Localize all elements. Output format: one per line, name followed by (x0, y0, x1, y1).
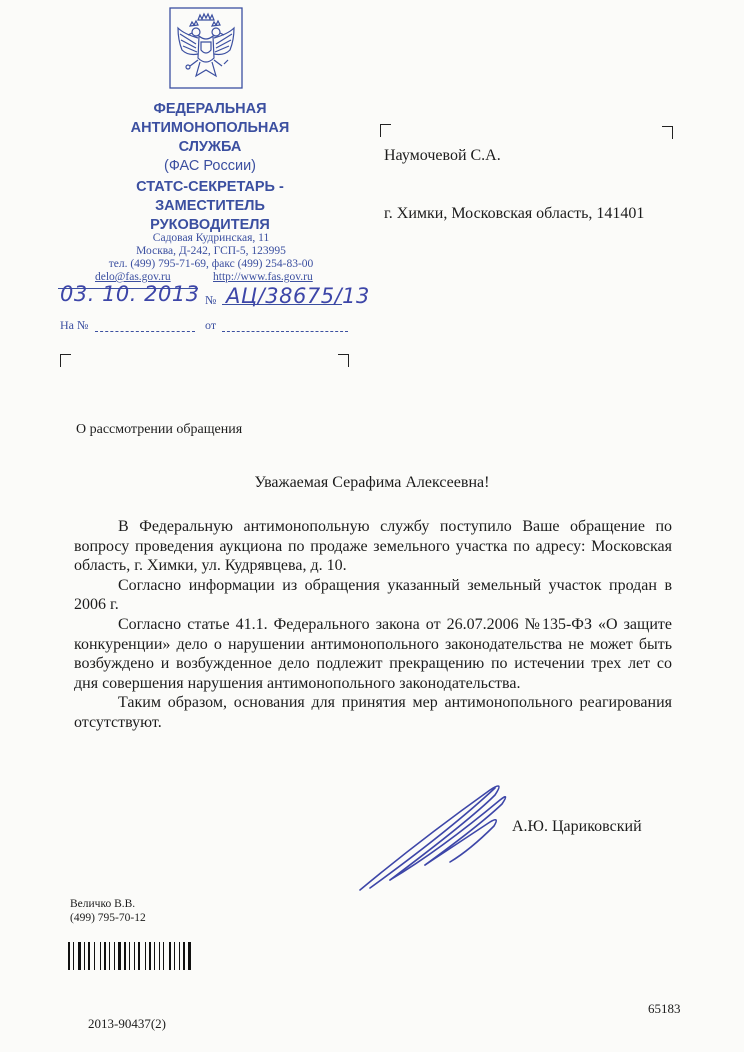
ref-date-field (222, 331, 348, 332)
barcode-bar (88, 942, 90, 970)
corner-mark (338, 354, 349, 367)
number-sign: № (205, 293, 217, 307)
letter-body (74, 517, 672, 733)
barcode-bar (183, 942, 185, 970)
address-line: Садовая Кудринская, 11 (152, 232, 270, 244)
handwritten-number: АЦ/38675/13 (226, 284, 370, 308)
barcode-bar (169, 942, 171, 970)
barcode-bar (109, 942, 110, 970)
agency-line: АНТИМОНОПОЛЬНАЯ (130, 120, 290, 136)
agency-line: СЛУЖБА (178, 139, 242, 155)
paragraph: Таким образом, основания для принятия мер антимонопольного реагирования отсутствуют. (74, 694, 672, 731)
address-line: Москва, Д-242, ГСП-5, 123995 (136, 245, 286, 257)
barcode-bar (154, 942, 155, 970)
ref-number-field (95, 331, 195, 332)
paragraph: В Федеральную антимонопольную службу поступило Ваше обращение по вопросу проведения аукциона по продаже земельного участка по адресу: Московская область, г. Химки, ул. Кудрявцева, д. 10. (74, 518, 672, 575)
letter-subject: О рассмотрении обращения (76, 422, 243, 437)
barcode-bar (118, 942, 121, 970)
barcode-bar (163, 942, 164, 970)
signatory-name: А.Ю. Цариковский (512, 818, 642, 835)
barcode-bar (188, 942, 191, 970)
barcode-bar (73, 942, 74, 970)
paragraph: Согласно статье 41.1. Федерального закона от 26.07.2006 №135-ФЗ «О защите конкуренции» дело о нарушении антимонопольного законодательства не может быть возбуждено и возбужденное дело подлежит прекращению по истечении трех лет со дня совершения нарушения антимонопольного законодательства. (74, 615, 672, 692)
address-line: тел. (499) 795-71-69, факс (499) 254-83-00 (108, 258, 314, 270)
ref-from-label: от (205, 318, 217, 332)
barcode-bar (94, 942, 95, 970)
barcode-bar (68, 942, 70, 970)
page-code: 65183 (648, 1001, 681, 1016)
email-link[interactable]: delo@fas.gov.ru (95, 271, 171, 283)
recipient-name: Наумочевой С.А. (384, 147, 501, 164)
barcode-bar (104, 942, 106, 970)
corner-mark (662, 126, 673, 139)
corner-mark (60, 354, 71, 367)
agency-line: ФЕДЕРАЛЬНАЯ (153, 101, 267, 117)
barcode-bar (138, 942, 140, 970)
executor-info (70, 897, 146, 925)
barcode-bar (100, 942, 101, 970)
barcode (68, 942, 228, 970)
website-link[interactable]: http://www.fas.gov.ru (213, 271, 313, 283)
barcode-bar (124, 942, 126, 970)
barcode-bar (145, 942, 146, 970)
barcode-bar (78, 942, 81, 970)
position-line: ЗАМЕСТИТЕЛЬ (155, 198, 265, 214)
barcode-bar (134, 942, 135, 970)
agency-name (110, 100, 310, 176)
recipient-address: г. Химки, Московская область, 141401 (384, 205, 645, 222)
paragraph: Согласно информации из обращения указанный земельный участок продан в 2006 г. (74, 576, 672, 614)
ref-label: На № (60, 318, 89, 332)
barcode-bar (149, 942, 151, 970)
executor-name: Величко В.В. (70, 898, 136, 910)
handwritten-signature (330, 770, 520, 900)
barcode-bar (174, 942, 175, 970)
barcode-bar (84, 942, 85, 970)
barcode-bar (179, 942, 180, 970)
position-line: РУКОВОДИТЕЛЯ (150, 217, 270, 233)
barcode-bar (159, 942, 160, 970)
corner-mark (380, 124, 391, 137)
agency-line: (ФАС России) (163, 158, 256, 174)
executor-phone: (499) 795-70-12 (70, 912, 146, 924)
registration-number: 2013-90437(2) (88, 1016, 166, 1031)
sender-position (110, 178, 310, 235)
barcode-bar (114, 942, 115, 970)
barcode-bar (129, 942, 130, 970)
sender-address (80, 232, 342, 271)
handwritten-date: 03. 10. 2013 (60, 282, 200, 306)
position-line: СТАТС-СЕКРЕТАРЬ - (136, 179, 284, 195)
salutation: Уважаемая Серафима Алексеевна! (254, 474, 490, 491)
coat-of-arms-icon (168, 6, 244, 90)
